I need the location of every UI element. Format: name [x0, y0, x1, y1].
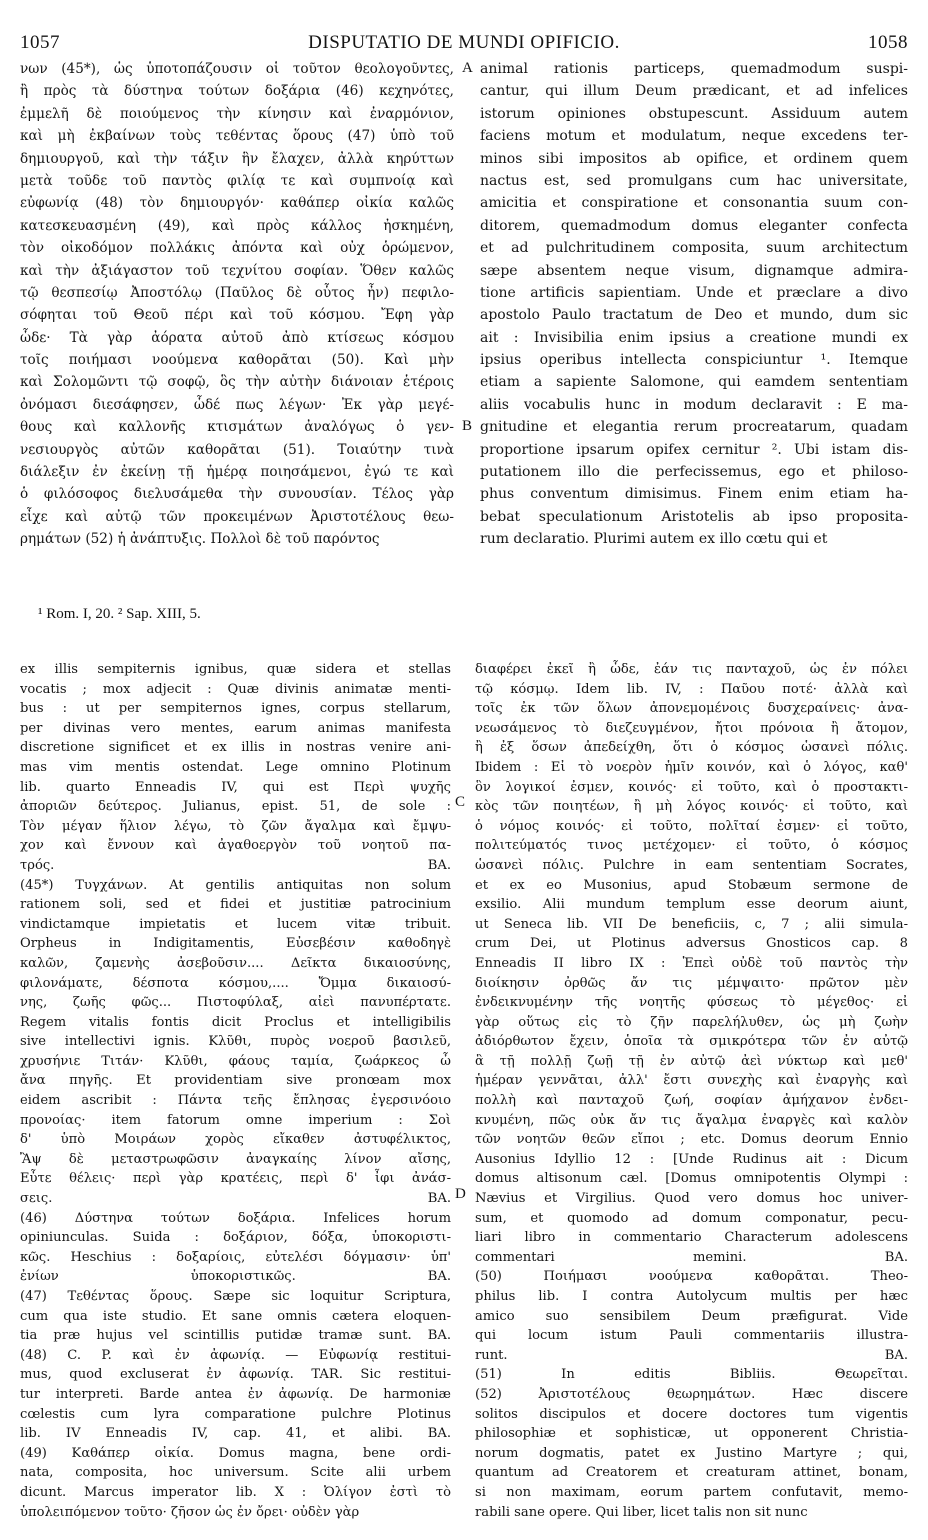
latin-text-line: bebat speculationum Aristotelis ab ipso proposita- [480, 508, 908, 525]
note-line: τρός. BA. [20, 857, 451, 873]
latin-text-line: amicitia et conspiratione et consonantia suum con- [480, 195, 908, 212]
note-line: ὑπολειπόμενον τοῦτο· ζῆσον ὡς ἐν ὄρει· οὐδὲν γὰρ [20, 1504, 360, 1520]
note-line: ut Seneca lib. VII De beneficiis, c, 7 ; alii simula- [475, 916, 908, 932]
note-line: ex illis sempiternis ignibus, quæ sidera et stellas [20, 662, 451, 677]
note-line: ἐνίων ὑποκοριστικῶς. BA. [20, 1269, 451, 1285]
greek-text-line: τοῖς ποιήμασι νοούμενα καθορᾶται (50). Καὶ μὴν [20, 352, 454, 369]
margin-marker-a: A [462, 60, 473, 76]
margin-marker-d: D [455, 1186, 466, 1202]
note-line: (49) Καθάπερ οἰκία. Domus magna, bene ordi- [20, 1445, 451, 1461]
greek-text-line: ἢ πρὸς τὰ δύστηνα τούτων δοξάρια (46) κεχηνότες, [20, 83, 454, 100]
note-line: γὰρ οὕτως εἰς τὸ ζῆν παρελήλυθεν, ὡς μὴ ζωὴν [475, 1014, 908, 1030]
note-line: (46) Δύστηνα τούτων δοξάρια. Infelices horum [20, 1210, 451, 1226]
note-line: Ibidem : Εἰ τὸ νοερὸν ἡμῖν κοινόν, καὶ ὁ λόγος, καθ' [475, 759, 908, 775]
latin-text-column [480, 58, 908, 551]
greek-text-line: ὁ φιλόσοφος διελυσάμεθα τὴν συνουσίαν. Τέλος γὰρ [20, 486, 454, 503]
note-line: quantum ad Creatorem et creaturam attinet, bonam, [475, 1465, 908, 1481]
note-line: bus : ut per sempiternos ignes, corpus stellarum, [20, 701, 451, 717]
note-line: ἄνα πηγῆς. Et providentiam sive pronœam mox [20, 1073, 451, 1089]
note-line: mas vim mentis ostendat. Lege omnino Plotinum [20, 759, 451, 775]
note-line: ὡσανεὶ πόλις. Pulchre in eam sententiam Socrates, [475, 857, 908, 873]
note-line: χρυσήνιε Τιτάν· Κλῦθι, φάους ταμία, ζωάρκεος ὦ [20, 1053, 451, 1069]
latin-text-line: sæpe absentem neque visum, dignamque admira- [480, 262, 908, 279]
note-line: κῶς. Heschius : δοξαρίοις, εὐτελέσι δόγμασιν· ὑπ' [20, 1249, 451, 1265]
latin-text-line: istorum opiniones obstupescunt. Assiduum autem [480, 105, 908, 122]
latin-text-line: minos sibi impositos ab opifice, et ordinem quem [480, 150, 908, 167]
greek-text-line: εὐφωνίᾳ (48) τὸν δημιουργόν· καθάπερ οἰκία καλῶς [20, 195, 454, 212]
latin-text-line: etiam a sapiente Salomone, qui eamdem sententiam [480, 374, 908, 391]
note-line: qui locum istum Pauli commentariis illustra- [475, 1328, 908, 1344]
note-line: lib. quarto Enneadis IV, qui est Περὶ ψυχῆς [20, 779, 451, 795]
greek-text-line: σόφηται τοῦ Θεοῦ πέρι καὶ τοῦ κόσμου. Ἔφη γὰρ [20, 307, 454, 324]
note-line: eidem ascribit : Πάντα τεῆς ἔπλησας ἐγερσινόοιο [20, 1093, 451, 1109]
note-line: Εὖτε θέλεις· περὶ γὰρ κρατέεις, περὶ δ' ἶφι ἀνάσ- [20, 1171, 451, 1187]
running-title: DISPUTATIO DE MUNDI OPIFICIO. [308, 32, 620, 53]
note-line: τῷ κόσμῳ. Idem lib. IV, : Παῦου ποτέ· ἀλλὰ καὶ [475, 681, 908, 697]
latin-text-line: phus conventum dimisimus. Finem enim etiam ha- [480, 486, 908, 503]
note-line: norum dogmatis, patet ex Justino Martyre ; qui, [475, 1445, 908, 1461]
greek-text-line: νεσιουργὸς αὐτῶν καθορᾶται (51). Τοιαύτην τινὰ [20, 441, 454, 458]
note-line: πολλὴ καὶ πανταχοῦ ζωή, σοφίαν ἀμήχανον ἐνδει- [475, 1093, 908, 1109]
latin-text-line: faciens motum et modulatum, neque excedens ter- [480, 128, 908, 145]
greek-text-line: εἶχε καὶ αὐτῷ τῶν προκειμένων Ἀριστοτέλους θεω- [20, 508, 454, 525]
note-line: rationem soli, sed et fidei et justitiæ patrocinium [20, 897, 451, 913]
note-line: ἀποριῶν δεύτερος. Julianus, epist. 51, de sole : [20, 799, 451, 815]
note-line: Regem vitalis fontis dicit Proclus et intelligibilis [20, 1014, 451, 1030]
note-line: Τὸν μέγαν ἥλιον λέγω, τὸ ζῶν ἄγαλμα καὶ ἔμψυ- [20, 818, 451, 834]
greek-text-line: ὧδε· Τὰ γὰρ ἀόρατα αὐτοῦ ἀπὸ κτίσεως κόσμου [20, 329, 454, 346]
note-line: πολιτεύματός τινος μετέχομεν· εἰ τοῦτο, ὁ κόσμος [475, 838, 908, 854]
note-line: Nævius et Virgilius. Quod vero domus hoc univer- [475, 1191, 908, 1207]
note-line: exsilio. Alii mundum templum esse deorum aiunt, [475, 897, 908, 913]
latin-text-line: animal rationis particeps, quemadmodum suspi- [480, 61, 908, 77]
note-line: cœlestis cum lyra comparatione pulchre Plotinus [20, 1406, 451, 1422]
note-line: et ex eo Musonius, apud Stobæum sermone de [475, 877, 908, 893]
note-line: Ἂψ δὲ μεταστρωφῶσιν ἀναγκαίης λίνον αἴσης, [20, 1151, 451, 1167]
note-line: domus altisonum cæl. [Domus omnipotentis Olympi : [475, 1171, 908, 1187]
note-line: δ' ὑπὸ Μοιράων χορὸς εἴκαθεν ἀστυφέλικτος, [20, 1132, 451, 1148]
note-line: solitos discipulos et docere doctores tum vigentis [475, 1406, 908, 1422]
note-line: sive intellectivi ignis. Κλῦθι, πυρὸς νοεροῦ βασιλεῦ, [20, 1034, 451, 1050]
note-line: (47) Τεθέντας ὅρους. Sæpe sic loquitur Scriptura, [20, 1289, 451, 1304]
note-line: διοίκησιν ὀρθῶς ἄν τις μέμψαιτο· πρῶτον μὲν [475, 975, 908, 991]
margin-marker-c: C [455, 794, 466, 810]
note-line: ἡμέραν γεννᾶται, ἀλλ' ἔστι συνεχὴς καὶ ἐναργὴς καὶ [475, 1073, 908, 1089]
note-line: Enneadis II libro IX : Ἐπεὶ οὐδὲ τοῦ παντὸς τὴν [475, 955, 908, 971]
note-line: vocatis ; mox adjecit : Quæ divinis animatæ menti- [20, 681, 451, 697]
footnotes: ¹ Rom. I, 20. ² Sap. XIII, 5. [38, 606, 201, 622]
note-line: τῶν νοητῶν θεῶν εἴποι ; etc. Domus deorum Ennio [475, 1132, 908, 1148]
greek-text-line: θους καὶ καλλονῆς κτισμάτων ἀναλόγως ὁ γεν- [20, 419, 454, 436]
note-line: tur interpreti. Barde antea ἐν ἀφωνίᾳ. De harmoniæ [20, 1386, 451, 1402]
note-line: sum, et quomodo ad domum componatur, pecu- [475, 1210, 908, 1226]
latin-text-line: gnitudine et elegantia rerum procreatarum, quadam [480, 419, 908, 436]
note-line: philus lib. I contra Autolycum multis per hæc [475, 1289, 908, 1304]
note-line: Orpheus in Indigitamentis, Εὐσεβέσιν καθοδηγὲ [20, 936, 451, 952]
latin-text-line: cantur, qui illum Deum prædicant, et ad infelices [480, 83, 908, 100]
note-line: σεις. BA. [20, 1191, 451, 1207]
greek-text-line: νων (45*), ὡς ὑποτοπάζουσιν οἱ τοῦτον θεολογοῦντες, [20, 61, 454, 77]
note-line: (48) C. P. καὶ ἐν ἀφωνίᾳ. — Εὐφωνίᾳ restitui- [20, 1347, 451, 1363]
greek-text-line: ρημάτων (52) ἡ ἀνάπτυξις. Πολλοὶ δὲ τοῦ παρόντος [20, 531, 380, 548]
note-line: discretione significet et ex illis in nostras venire ani- [20, 740, 451, 756]
note-line: (52) Ἀριστοτέλους θεωρημάτων. Hæc discere [475, 1386, 908, 1402]
notes-left-column [20, 660, 451, 1522]
greek-text-line: καὶ μὴ ἐκβαίνων τοὺς τεθέντας ὅρους (47) ὑπὸ τοῦ [20, 128, 454, 145]
greek-text-column [20, 58, 454, 551]
note-line: Ausonius Idyllio 12 : [Unde Rudinus ait : Dicum [475, 1151, 908, 1167]
note-line: vindictamque impietatis et lucem vitæ tribuit. [20, 916, 451, 932]
note-line: προνοίας· item fatorum omne imperium : Σοὶ [20, 1112, 451, 1128]
note-line: ἐνδεικνυμένην τῆς νοητῆς φύσεως τὸ μέγεθος· εἰ [475, 995, 908, 1011]
note-line: ἀδιόρθωτον ἔχειν, ὁποῖα τὰ σμικρότερα τῶν ἐν αὐτῷ [475, 1034, 908, 1050]
latin-text-line: putationem illo die perfecissemus, ego et philoso- [480, 464, 908, 481]
note-line: dicunt. Marcus imperator lib. X : Ὀλίγον ἐστὶ τὸ [20, 1484, 451, 1500]
latin-text-line: et ad pulchritudinem composita, suum architectum [480, 240, 908, 257]
latin-text-line: aliis vocabulis hunc in modum declaravit : E ma- [480, 396, 908, 413]
note-line: νεωσάμενος τὸ διεζευγμένον, ἤτοι πρόνοια ἢ ἄτομον, [475, 720, 908, 736]
greek-text-line: καὶ Σολομῶντι τῷ σοφῷ, ὃς τὴν αὐτὴν διάνοιαν ἑτέροις [20, 374, 454, 391]
greek-text-line: κατεσκευασμένη (49), καὶ πρὸς κάλλος ἠσκημένη, [20, 217, 454, 234]
note-line: κὸς τῶν ποιητέων, ἢ μὴ λόγος κοινός· εἰ τοῦτο, καὶ [475, 799, 908, 815]
note-line: per divinas vero mentes, earum animas manifesta [20, 720, 451, 736]
greek-text-line: διάλεξιν ἐν ἐκείνῃ τῇ ἡμέρᾳ ποιησάμενοι, ἐγώ τε καὶ [20, 464, 454, 481]
latin-text-line: apostolo Paulo tractatum de Deo et mundo, dum sic [480, 307, 908, 324]
note-line: lib. IV Enneadis IV, cap. 41, et alibi. BA. [20, 1426, 451, 1442]
note-line: si non maximam, eorum partem confutavit, memo- [475, 1484, 908, 1500]
note-line: (50) Ποιήμασι νοούμενα καθορᾶται. Theo- [475, 1269, 908, 1285]
greek-text-line: τὸν οἰκοδόμον πολλάκις ἀπόντα καὶ οὐχ ὁρώμενον, [20, 240, 454, 257]
note-line: commentari memini. BA. [475, 1249, 908, 1265]
note-line: (45*) Τυγχάνων. At gentilis antiquitas non solum [20, 877, 451, 893]
running-header [20, 32, 908, 56]
latin-text-line: nactus est, sed promulgans cum hac universitate, [480, 172, 908, 189]
note-line: φιλονάματε, δέσποτα κόσμου,.... Ὄμμα δικαιοσύ- [20, 975, 451, 991]
note-line: cum qua iste studio. Et sane omnis cætera eloquen- [20, 1308, 451, 1324]
note-line: tia præ hujus vel scintillis putidæ tramæ sunt. BA. [20, 1328, 451, 1344]
greek-text-line: καὶ τὴν ἀξιάγαστον τοῦ τεχνίτου σοφίαν. Ὅθεν καλῶς [20, 262, 454, 279]
greek-text-line: ὀνόμασι διεσάφησεν, ὧδέ πως λέγων· Ἐκ γὰρ μεγέ- [20, 396, 454, 413]
notes-right-column [475, 660, 908, 1522]
note-line: ὃν λογικοί ἐσμεν, κοινός· εἰ τοῦτο, καὶ ὁ προστακτι- [475, 779, 908, 795]
latin-text-line: ait : Invisibilia enim ipsius a creatione mundi ex [480, 329, 908, 346]
latin-text-line: tione artificis sapientiam. Unde et præclare a divo [480, 284, 908, 301]
latin-text-line: rum declaratio. Plurimi autem ex illo cœtu qui et [480, 531, 828, 548]
page-number-right: 1058 [868, 32, 908, 53]
note-line: νης, ζωῆς φῶς... Πιστοφύλαξ, αἰεὶ πανυπέρτατε. [20, 995, 451, 1011]
latin-text-line: proportione ipsarum opifex cernitur ². Ubi istam dis- [480, 441, 908, 458]
note-line: runt. BA. [475, 1347, 908, 1363]
note-line: χον καὶ ἔννουν καὶ ἀγαθοεργὸν τοῦ νοητοῦ πα- [20, 838, 451, 854]
note-line: nata, composita, hoc universum. Scite alii urbem [20, 1465, 451, 1481]
note-line: rabili sane opere. Qui liber, licet talis non sit nunc [475, 1504, 808, 1520]
greek-text-line: τῷ θεσπεσίῳ Ἀποστόλῳ (Παῦλος δὲ οὗτος ἦν) πεφιλο- [20, 284, 454, 301]
latin-text-line: ditorem, quemadmodum domus eleganter confecta [480, 217, 908, 234]
note-line: ὁ νόμος κοινός· εἰ τοῦτο, πολῖταί ἐσμεν· εἰ τοῦτο, [475, 818, 908, 834]
note-line: amico suo sensibilem Deum præfigurat. Vide [475, 1308, 908, 1324]
note-line: τοῖς ἐκ τῶν ὅλων ἀπονεμομένοις δυσχεραίνεις· ἀνα- [475, 701, 908, 717]
note-line: κνυμένη, πῶς οὐκ ἄν τις ἄγαλμα ἐναργὲς καὶ καλὸν [475, 1112, 908, 1128]
note-line: ἢ ἐξ ὅσων ἀπεδείχθη, ὅτι ὁ κόσμος ὡσανεὶ πόλις. [475, 740, 908, 756]
page-number-left: 1057 [20, 32, 60, 53]
note-line: (51) In editis Bibliis. Θεωρεῖται. [475, 1367, 908, 1383]
note-line: mus, quod excluserat ἐν ἀφωνίᾳ. TAR. Sic restitui- [20, 1367, 451, 1383]
latin-text-line: ipsius operibus intellecta conspiciuntur ¹. Itemque [480, 352, 908, 369]
note-line: philosophiæ et sophisticæ, ut opponerent Christia- [475, 1426, 908, 1442]
note-line: opiniunculas. Suida : δοξάριον, δόξα, ὑποκοριστι- [20, 1230, 451, 1246]
note-line: crum Dei, ut Plotinus adversus Gnosticos cap. 8 [475, 936, 908, 952]
note-line: liari libro in commentario Characterum adolescens [475, 1230, 908, 1246]
greek-text-line: δημιουργοῦ, καὶ τὴν τάξιν ἣν ἔλαχεν, ἀλλὰ κηρύττων [20, 150, 454, 167]
greek-text-line: ἐμμελῆ δὲ ποιούμενος τὴν κίνησιν καὶ ἐναρμόνιον, [20, 105, 454, 122]
note-line: ἃ τῇ πολλῇ ζωῇ τῇ ἐν αὐτῷ ἀεὶ νύκτωρ καὶ μεθ' [475, 1053, 908, 1069]
note-line: καλῶν, ζαμενὴς ἀσεβοῦσιν.... Δεῖκτα δικαιοσύνης, [20, 955, 451, 971]
margin-marker-b: B [462, 418, 473, 434]
greek-text-line: μετὰ τοῦδε τοῦ παντὸς φιλίᾳ τε καὶ συμπνοίᾳ καὶ [20, 172, 454, 189]
note-line: διαφέρει ἐκεῖ ἢ ὧδε, ἐάν τις πανταχοῦ, ὡς ἐν πόλει [475, 662, 908, 677]
